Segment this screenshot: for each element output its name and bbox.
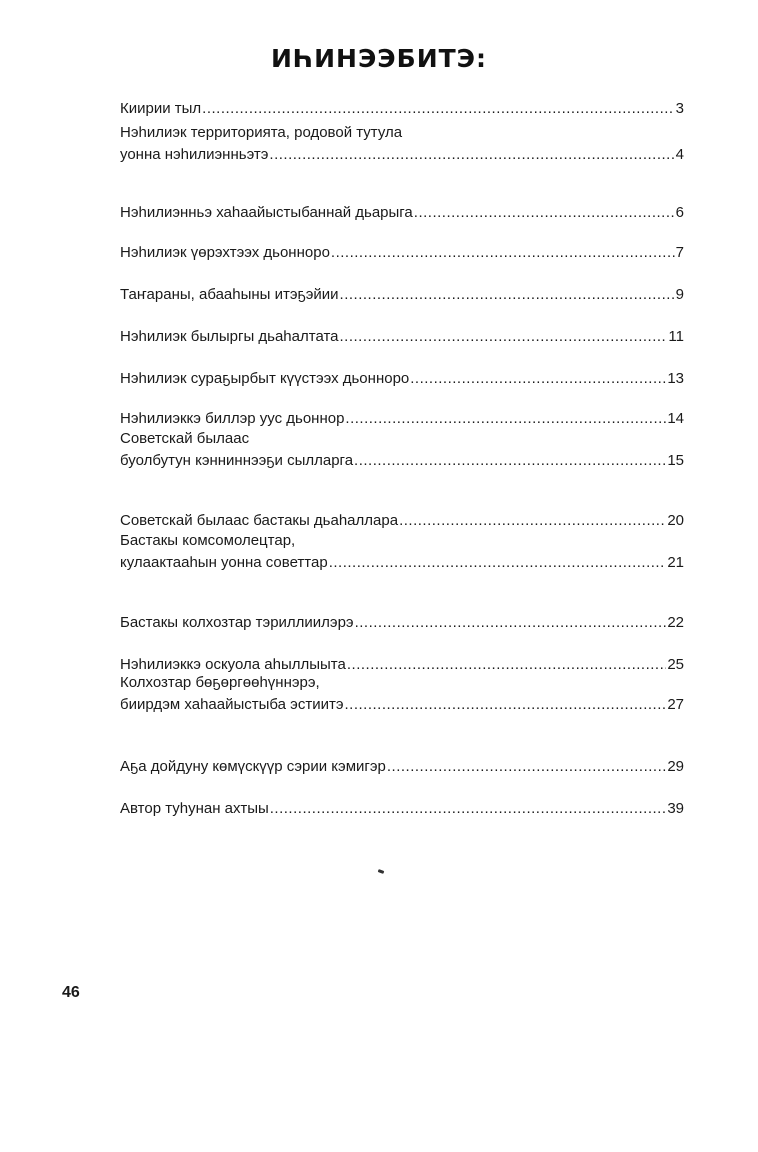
toc-entry-page: 21 <box>667 554 684 571</box>
dot-leader <box>269 144 674 166</box>
toc-entry-title: кулаактааһын уонна советтар <box>120 554 328 571</box>
toc-entry <box>120 612 684 634</box>
toc-entry-leader-line <box>120 612 684 634</box>
toc-entry-title-line: Бастакы комсомолецтар, <box>120 532 296 549</box>
toc-entry-page: 11 <box>668 328 684 345</box>
toc-entry-leader-line <box>120 510 684 532</box>
toc-entry <box>120 242 684 264</box>
toc-entry-leader-line <box>120 242 684 264</box>
toc-entry <box>120 428 684 472</box>
toc-entry-page: 3 <box>675 100 684 117</box>
toc-entry-title-line: Колхозтар бөҕөргөөһүннэрэ, <box>120 674 320 691</box>
toc-entry-title: Нэһилиэнньэ хаһаайыстыбаннай дьарыга <box>120 204 413 221</box>
toc-entry-leader-line <box>120 98 684 120</box>
toc-entry-title: Нэһилиэк үөрэхтээх дьонноро <box>120 244 330 261</box>
toc-entry-title: Киирии тыл <box>120 100 202 117</box>
toc-entry-leader-line <box>120 326 684 348</box>
toc-entry-leader-line <box>120 450 684 472</box>
toc-entry-leader-line <box>120 756 684 778</box>
toc-entry <box>120 530 684 574</box>
toc-entry-page: 7 <box>675 244 684 261</box>
toc-entry <box>120 284 684 306</box>
toc-entry-leader-line <box>120 694 684 716</box>
toc-entry <box>120 326 684 348</box>
toc-entry-title: Нэһилиэккэ биллэр уус дьоннор <box>120 410 345 427</box>
toc-entry-page: 13 <box>667 370 684 387</box>
dot-leader <box>410 368 666 390</box>
toc-entry-page: 20 <box>667 512 684 529</box>
dot-leader <box>355 612 667 634</box>
toc-entry-title: уонна нэһилиэнньэтэ <box>120 146 269 163</box>
toc-entry-leader-line <box>120 368 684 390</box>
toc-entry-page: 27 <box>667 696 684 713</box>
dot-leader <box>387 756 666 778</box>
toc-entry-title-line: Нэһилиэк территорията, родовой тутула <box>120 124 403 141</box>
toc-entry-page: 22 <box>667 614 684 631</box>
toc-entry-leader-line <box>120 284 684 306</box>
dot-leader <box>270 798 667 820</box>
toc-entry-page: 15 <box>667 452 684 469</box>
dot-leader <box>344 694 666 716</box>
toc-entry <box>120 122 684 166</box>
toc-entry <box>120 756 684 778</box>
toc-entry <box>120 98 684 120</box>
toc-entry-title: Советскай былаас бастакы дьаһаллара <box>120 512 399 529</box>
toc-entry-title: Нэһилиэк былыргы дьаһалтата <box>120 328 339 345</box>
page-number: 46 <box>62 984 80 1001</box>
toc-entry-title: биирдэм хаһаайыстыба эстиитэ <box>120 696 344 713</box>
dot-leader <box>340 326 668 348</box>
print-speck <box>378 869 385 874</box>
toc-entry-title: Нэһилиэк сураҕырбыт күүстээх дьонноро <box>120 370 410 387</box>
toc-entry-title: Бастакы колхозтар тэриллиилэрэ <box>120 614 354 631</box>
toc-entry <box>120 202 684 224</box>
toc-entry <box>120 672 684 716</box>
toc-entry-title: Автор туһунан ахтыы <box>120 800 269 817</box>
dot-leader <box>340 284 675 306</box>
toc-entry-page: 9 <box>675 286 684 303</box>
dot-leader <box>414 202 675 224</box>
toc-entry-leader-line <box>120 408 684 430</box>
dot-leader <box>354 450 666 472</box>
toc-entry-leader-line <box>120 202 684 224</box>
toc-entry-title: Нэһилиэккэ оскуола аһыллыыта <box>120 656 346 673</box>
toc-entry-page: 29 <box>667 758 684 775</box>
toc-entry <box>120 368 684 390</box>
toc-entry-leader-line <box>120 144 684 166</box>
toc-entry-page: 39 <box>667 800 684 817</box>
toc-entry-title: Аҕа дойдуну көмүскүүр сэрии кэмигэр <box>120 758 386 775</box>
dot-leader <box>329 552 667 574</box>
toc-entry <box>120 510 684 532</box>
toc-entry-title: буолбутун кэнниннээҕи сылларга <box>120 452 354 469</box>
dot-leader <box>399 510 666 532</box>
toc-entry-leader-line <box>120 552 684 574</box>
toc-entry <box>120 408 684 430</box>
dot-leader <box>331 242 675 264</box>
dot-leader <box>345 408 666 430</box>
page-title: ИҺИНЭЭБИТЭ: <box>270 44 488 73</box>
toc-entry-page: 25 <box>667 656 684 673</box>
dot-leader <box>202 98 674 120</box>
toc-entry-title: Таҥараны, абааһыны итэҕэйии <box>120 286 339 303</box>
toc-entry-page: 14 <box>667 410 684 427</box>
toc-entry-leader-line <box>120 798 684 820</box>
toc-entry-title-line: Советскай былаас <box>120 430 250 447</box>
toc-entry <box>120 798 684 820</box>
toc-entry-page: 4 <box>675 146 684 163</box>
toc-entry-page: 6 <box>675 204 684 221</box>
